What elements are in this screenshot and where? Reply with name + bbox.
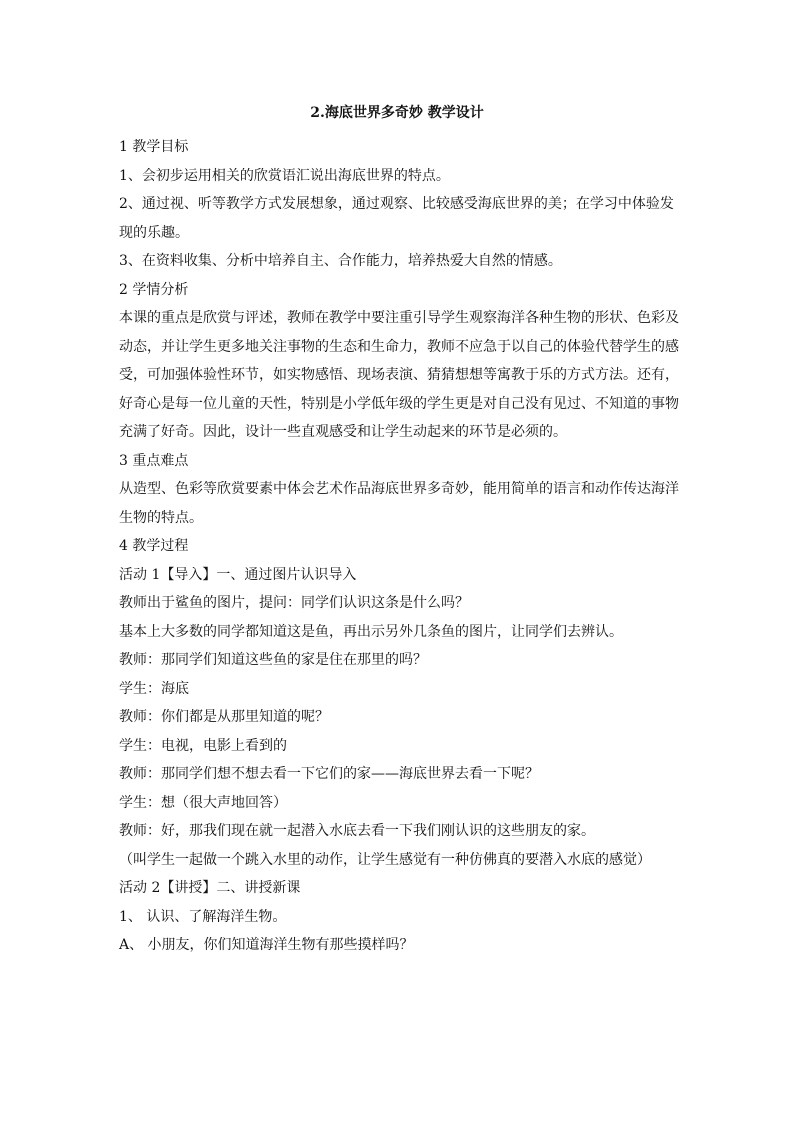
text-line: 受，可加强体验性环节，如实物感悟、现场表演、猜猜想想等寓教于乐的方式方法。还有， (119, 367, 679, 383)
text-line: 学生：想（很大声地回答） (119, 794, 287, 811)
text-line: 教师：那同学们知道这些鱼的家是住在那里的吗？ (119, 652, 427, 668)
text-line: A、 小朋友，你们知道海洋生物有那些摸样吗？ (119, 937, 414, 953)
text-line: 从造型、色彩等欣赏要素中体会艺术作品海底世界多奇妙，能用简单的语言和动作传达海洋 (119, 481, 679, 497)
text-line: 生物的特点。 (119, 509, 203, 526)
text-line: 1、 认识、了解海洋生物。 (119, 908, 287, 925)
text-line: 基本上大多数的同学都知道这是鱼，再出示另外几条鱼的图片，让同学们去辨认。 (119, 623, 623, 640)
text-line: 2、通过视、听等教学方式发展想象，通过观察、比较感受海底世界的美；在学习中体验发 (119, 196, 674, 212)
text-line: 活动 2【讲授】二、讲授新课 (119, 880, 301, 896)
text-line: 教师：好，那我们现在就一起潜入水底去看一下我们刚认识的这些朋友的家。 (119, 823, 595, 839)
text-line: （叫学生一起做一个跳入水里的动作，让学生感觉有一种仿佛真的要潜入水底的感觉） (119, 851, 651, 868)
text-line: 教师：你们都是从那里知道的呢？ (119, 709, 329, 725)
text-line: 4 教学过程 (119, 538, 189, 554)
text-line: 教师：那同学们想不想去看一下它们的家——海底世界去看一下呢？ (119, 766, 539, 782)
text-line: 现的乐趣。 (119, 224, 189, 241)
text-line: 活动 1【导入】一、通过图片认识导入 (119, 566, 357, 583)
text-line: 充满了好奇。因此，设计一些直观感受和让学生动起来的环节是必须的。 (119, 424, 567, 440)
document-body (119, 133, 679, 960)
text-line: 本课的重点是欣赏与评述，教师在教学中要注重引导学生观察海洋各种生物的形状、色彩及 (119, 310, 679, 326)
document-title: 2.海底世界多奇妙 教学设计 (310, 105, 484, 121)
text-line: 学生：电视，电影上看到的 (119, 737, 287, 754)
text-line: 3 重点难点 (119, 452, 189, 469)
text-line: 3、在资料收集、分析中培养自主、合作能力，培养热爱大自然的情感。 (119, 253, 562, 269)
text-line: 好奇心是每一位儿童的天性，特别是小学低年级的学生更是对自己没有见过、不知道的事物 (119, 395, 679, 412)
text-line: 1、会初步运用相关的欣赏语汇说出海底世界的特点。 (119, 167, 450, 184)
text-line: 学生：海底 (119, 680, 189, 697)
text-line: 2 学情分析 (119, 281, 189, 298)
text-line: 1 教学目标 (119, 139, 189, 155)
text-line: 教师出于鲨鱼的图片，提问：同学们认识这条是什么吗？ (119, 595, 469, 611)
text-line: 动态，并让学生更多地关注事物的生态和生命力，教师不应急于以自己的体验代替学生的感 (119, 338, 679, 355)
